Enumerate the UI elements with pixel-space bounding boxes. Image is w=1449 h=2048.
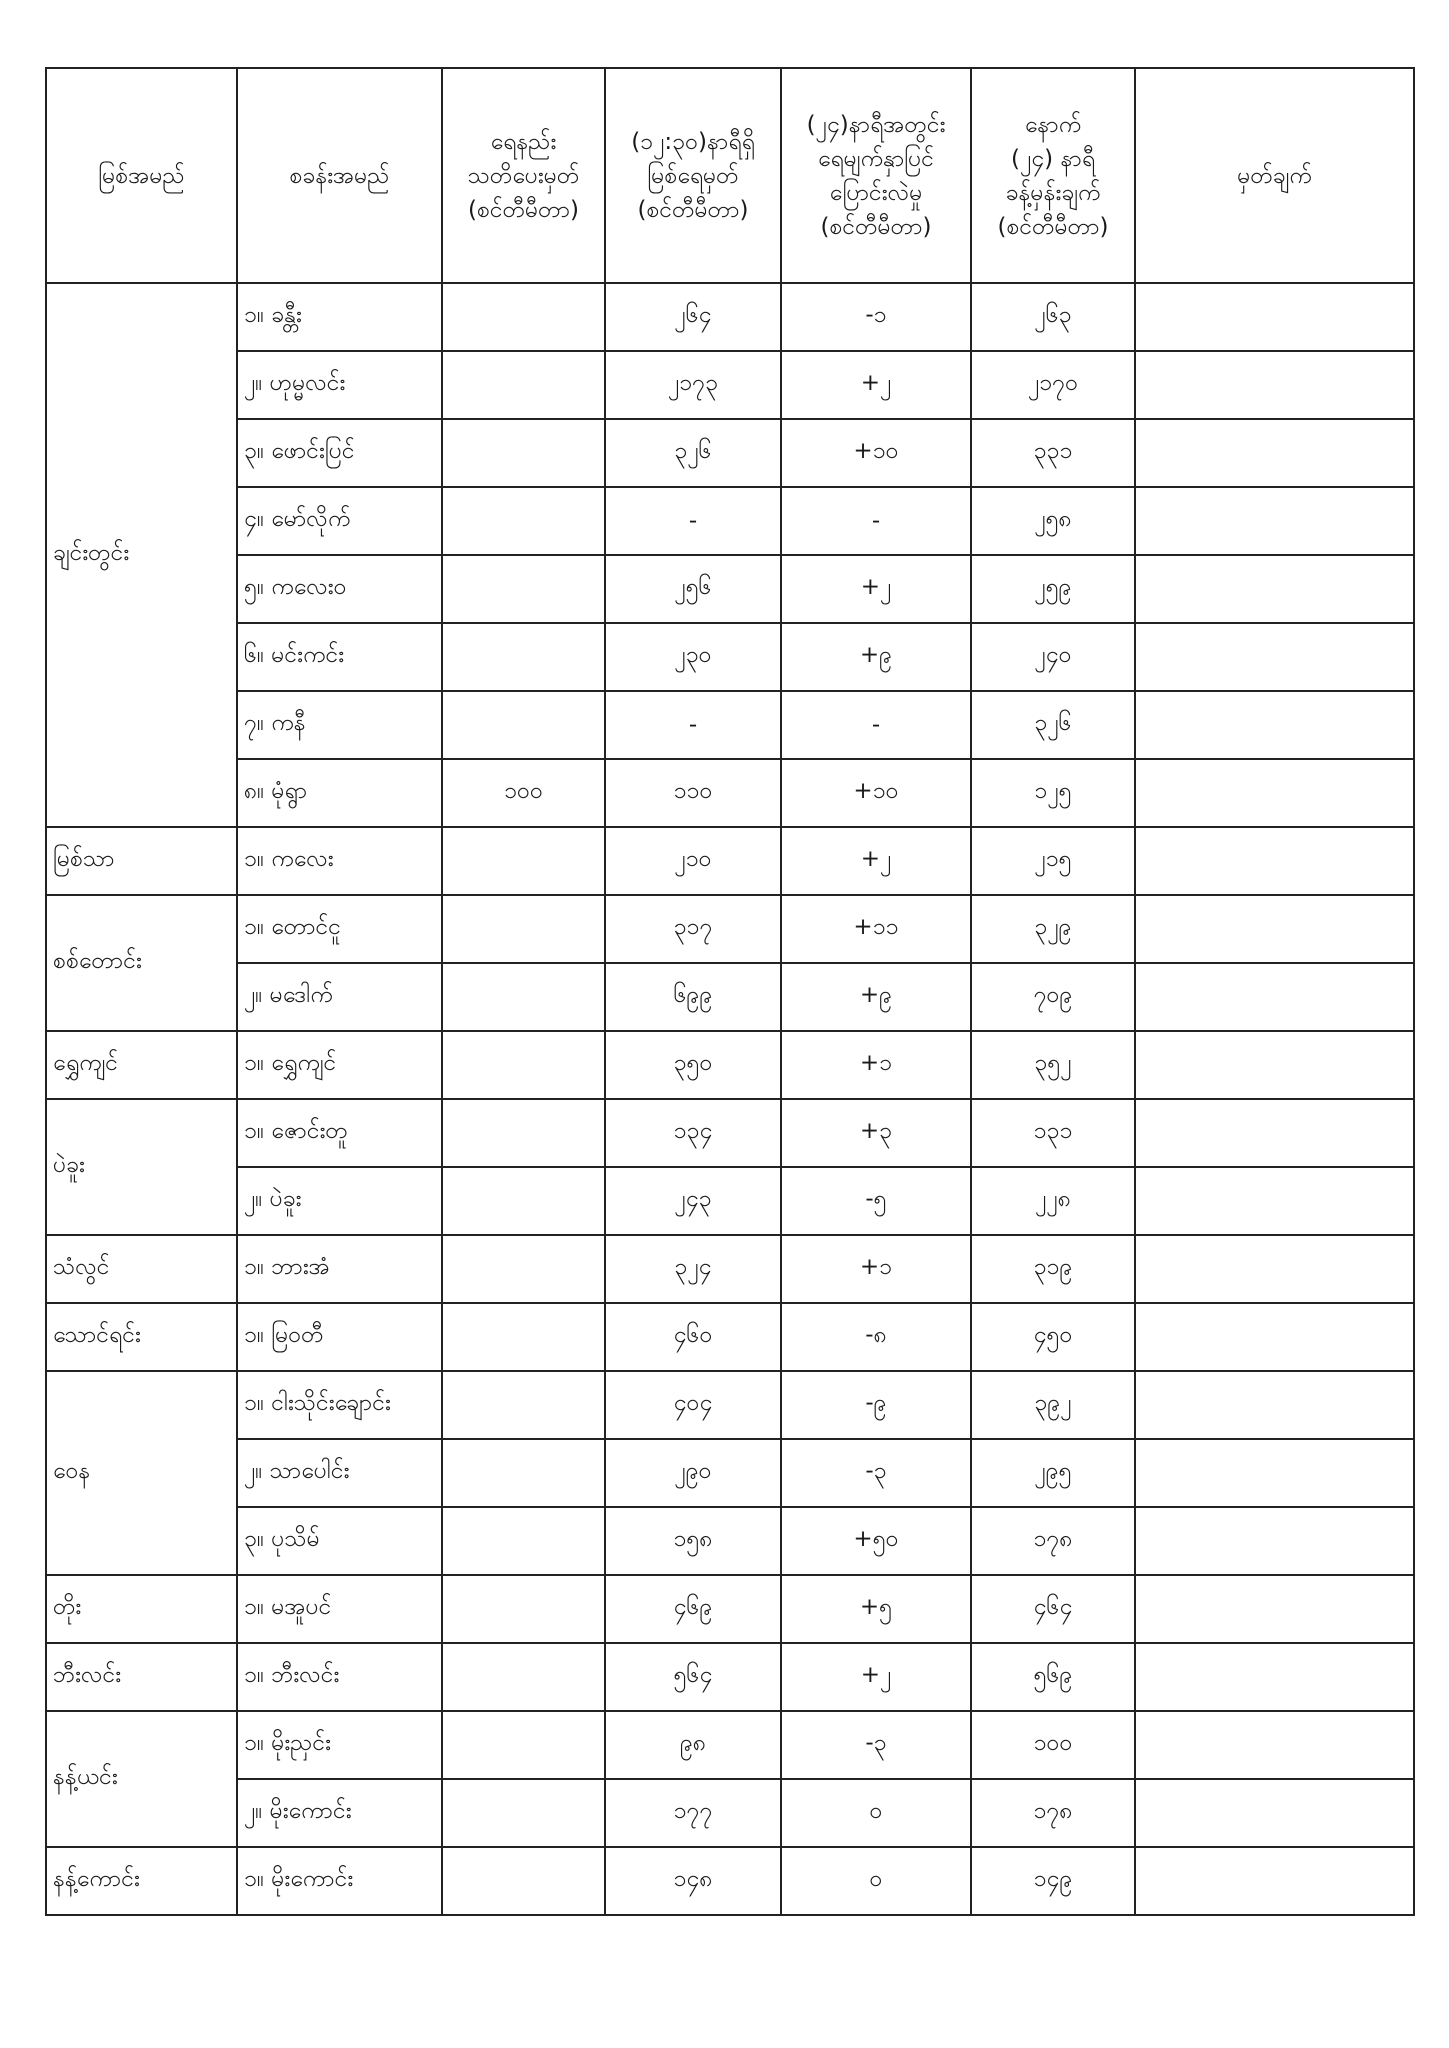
station-name-cell: ၁။ ကလေး bbox=[237, 827, 442, 895]
warning-level-cell bbox=[442, 351, 605, 419]
forecast-level-cell: ၂၂၈ bbox=[971, 1167, 1135, 1235]
remark-cell bbox=[1135, 1779, 1414, 1847]
level-change-cell: -၉ bbox=[781, 1371, 971, 1439]
level-change-cell: +၅ bbox=[781, 1575, 971, 1643]
station-name-cell: ၇။ ကနီ bbox=[237, 691, 442, 759]
current-level-cell: ၄၀၄ bbox=[605, 1371, 781, 1439]
table-row bbox=[46, 1847, 1414, 1915]
forecast-level-cell: ၃၅၂ bbox=[971, 1031, 1135, 1099]
current-level-cell: ၁၇၇ bbox=[605, 1779, 781, 1847]
warning-level-cell bbox=[442, 827, 605, 895]
table-row bbox=[46, 351, 1414, 419]
table-row bbox=[46, 827, 1414, 895]
header-24h-change: (၂၄)နာရီအတွင်း ရေမျက်နှာပြင် ပြောင်းလဲမှု (စင်တီမီတာ) bbox=[781, 68, 971, 283]
table-row bbox=[46, 1235, 1414, 1303]
remark-cell bbox=[1135, 895, 1414, 963]
table-row bbox=[46, 1711, 1414, 1779]
current-level-cell: ၃၂၄ bbox=[605, 1235, 781, 1303]
table-row bbox=[46, 555, 1414, 623]
table-row bbox=[46, 1031, 1414, 1099]
current-level-cell: ၂၁၇၃ bbox=[605, 351, 781, 419]
warning-level-cell bbox=[442, 1167, 605, 1235]
warning-level-cell bbox=[442, 895, 605, 963]
remark-cell bbox=[1135, 1303, 1414, 1371]
level-change-cell: -၅ bbox=[781, 1167, 971, 1235]
station-name-cell: ၃။ ပုသိမ် bbox=[237, 1507, 442, 1575]
station-name-cell: ၂။ ဟုမ္မလင်း bbox=[237, 351, 442, 419]
warning-level-cell bbox=[442, 487, 605, 555]
warning-level-cell bbox=[442, 1235, 605, 1303]
remark-cell bbox=[1135, 351, 1414, 419]
forecast-level-cell: ၁၄၉ bbox=[971, 1847, 1135, 1915]
table-row bbox=[46, 1779, 1414, 1847]
current-level-cell: ၉၈ bbox=[605, 1711, 781, 1779]
level-change-cell: +၁၁ bbox=[781, 895, 971, 963]
warning-level-cell bbox=[442, 1643, 605, 1711]
table-row bbox=[46, 623, 1414, 691]
warning-level-cell bbox=[442, 283, 605, 351]
forecast-level-cell: ၃၃၁ bbox=[971, 419, 1135, 487]
current-level-cell: ၂၆၄ bbox=[605, 283, 781, 351]
warning-level-cell bbox=[442, 1371, 605, 1439]
remark-cell bbox=[1135, 1711, 1414, 1779]
river-name-cell: ပဲခူး bbox=[46, 1099, 237, 1235]
river-name-cell: သောင်ရင်း bbox=[46, 1303, 237, 1371]
river-name-cell: ရွှေကျင် bbox=[46, 1031, 237, 1099]
table-row bbox=[46, 1099, 1414, 1167]
warning-level-cell bbox=[442, 1439, 605, 1507]
warning-level-cell bbox=[442, 963, 605, 1031]
forecast-level-cell: ၂၁၅ bbox=[971, 827, 1135, 895]
forecast-level-cell: ၂၉၅ bbox=[971, 1439, 1135, 1507]
current-level-cell: ၃၂၆ bbox=[605, 419, 781, 487]
station-name-cell: ၈။ မုံရွာ bbox=[237, 759, 442, 827]
level-change-cell: -၃ bbox=[781, 1711, 971, 1779]
current-level-cell: ၆၉၉ bbox=[605, 963, 781, 1031]
station-name-cell: ၁။ ဇောင်းတူ bbox=[237, 1099, 442, 1167]
table-row bbox=[46, 1371, 1414, 1439]
table-row bbox=[46, 1507, 1414, 1575]
current-level-cell: ၄၆၉ bbox=[605, 1575, 781, 1643]
current-level-cell: ၁၄၈ bbox=[605, 1847, 781, 1915]
forecast-level-cell: ၁၂၅ bbox=[971, 759, 1135, 827]
forecast-level-cell: ၂၅၉ bbox=[971, 555, 1135, 623]
remark-cell bbox=[1135, 691, 1414, 759]
level-change-cell: - bbox=[781, 691, 971, 759]
level-change-cell: +၁၀ bbox=[781, 759, 971, 827]
remark-cell bbox=[1135, 1439, 1414, 1507]
forecast-level-cell: ၂၆၃ bbox=[971, 283, 1135, 351]
table-row bbox=[46, 1303, 1414, 1371]
station-name-cell: ၁။ ခန္တီး bbox=[237, 283, 442, 351]
station-name-cell: ၃။ ဖောင်းပြင် bbox=[237, 419, 442, 487]
table-row bbox=[46, 759, 1414, 827]
forecast-level-cell: ၂၅၈ bbox=[971, 487, 1135, 555]
station-name-cell: ၂။ မဒေါက် bbox=[237, 963, 442, 1031]
forecast-level-cell: ၁၇၈ bbox=[971, 1779, 1135, 1847]
level-change-cell: +၂ bbox=[781, 1643, 971, 1711]
station-name-cell: ၁။ ရွှေကျင် bbox=[237, 1031, 442, 1099]
water-level-table bbox=[45, 67, 1415, 1916]
station-name-cell: ၁။ မအူပင် bbox=[237, 1575, 442, 1643]
current-level-cell: ၂၄၃ bbox=[605, 1167, 781, 1235]
table-row bbox=[46, 1439, 1414, 1507]
level-change-cell: ၀ bbox=[781, 1779, 971, 1847]
remark-cell bbox=[1135, 623, 1414, 691]
remark-cell bbox=[1135, 1235, 1414, 1303]
warning-level-cell bbox=[442, 1303, 605, 1371]
table-row bbox=[46, 1167, 1414, 1235]
level-change-cell: -၃ bbox=[781, 1439, 971, 1507]
river-name-cell: မြစ်သာ bbox=[46, 827, 237, 895]
level-change-cell: ၀ bbox=[781, 1847, 971, 1915]
station-name-cell: ၁။ တောင်ငူ bbox=[237, 895, 442, 963]
forecast-level-cell: ၃၁၉ bbox=[971, 1235, 1135, 1303]
remark-cell bbox=[1135, 555, 1414, 623]
table-row bbox=[46, 895, 1414, 963]
table-row bbox=[46, 1643, 1414, 1711]
station-name-cell: ၄။ မော်လိုက် bbox=[237, 487, 442, 555]
forecast-level-cell: ၃၂၆ bbox=[971, 691, 1135, 759]
current-level-cell: ၂၉၀ bbox=[605, 1439, 781, 1507]
level-change-cell: - bbox=[781, 487, 971, 555]
warning-level-cell bbox=[442, 1507, 605, 1575]
current-level-cell: ၁၁၀ bbox=[605, 759, 781, 827]
forecast-level-cell: ၁၇၈ bbox=[971, 1507, 1135, 1575]
level-change-cell: +၉ bbox=[781, 623, 971, 691]
current-level-cell: ၂၃၀ bbox=[605, 623, 781, 691]
forecast-level-cell: ၃၉၂ bbox=[971, 1371, 1135, 1439]
river-name-cell: နန့်ယင်း bbox=[46, 1711, 237, 1847]
forecast-level-cell: ၄၅၀ bbox=[971, 1303, 1135, 1371]
warning-level-cell bbox=[442, 1847, 605, 1915]
table-row bbox=[46, 963, 1414, 1031]
header-row bbox=[46, 68, 1414, 283]
forecast-level-cell: ၁၃၁ bbox=[971, 1099, 1135, 1167]
forecast-level-cell: ၁၀၀ bbox=[971, 1711, 1135, 1779]
remark-cell bbox=[1135, 1371, 1414, 1439]
river-name-cell: ဝေန bbox=[46, 1371, 237, 1575]
remark-cell bbox=[1135, 1099, 1414, 1167]
remark-cell bbox=[1135, 487, 1414, 555]
river-name-cell: တိုး bbox=[46, 1575, 237, 1643]
level-change-cell: +၅၀ bbox=[781, 1507, 971, 1575]
header-river: မြစ်အမည် bbox=[46, 68, 237, 283]
forecast-level-cell: ၂၄၀ bbox=[971, 623, 1135, 691]
warning-level-cell bbox=[442, 1575, 605, 1643]
forecast-level-cell: ၅၆၉ bbox=[971, 1643, 1135, 1711]
river-name-cell: နန့်ကောင်း bbox=[46, 1847, 237, 1915]
station-name-cell: ၁။ ဘားအံ bbox=[237, 1235, 442, 1303]
current-level-cell: ၅၆၄ bbox=[605, 1643, 781, 1711]
remark-cell bbox=[1135, 759, 1414, 827]
level-change-cell: -၁ bbox=[781, 283, 971, 351]
remark-cell bbox=[1135, 419, 1414, 487]
level-change-cell: +၂ bbox=[781, 827, 971, 895]
current-level-cell: ၂၅၆ bbox=[605, 555, 781, 623]
header-remark: မှတ်ချက် bbox=[1135, 68, 1414, 283]
current-level-cell: - bbox=[605, 487, 781, 555]
station-name-cell: ၁။ မိုးကောင်း bbox=[237, 1847, 442, 1915]
header-forecast: နောက် (၂၄) နာရီ ခန့်မှန်းချက် (စင်တီမီတာ) bbox=[971, 68, 1135, 283]
header-warning-level: ရေနည်း သတိပေးမှတ် (စင်တီမီတာ) bbox=[442, 68, 605, 283]
current-level-cell: - bbox=[605, 691, 781, 759]
remark-cell bbox=[1135, 1643, 1414, 1711]
warning-level-cell bbox=[442, 1711, 605, 1779]
warning-level-cell bbox=[442, 1099, 605, 1167]
remark-cell bbox=[1135, 1847, 1414, 1915]
level-change-cell: +၁၀ bbox=[781, 419, 971, 487]
remark-cell bbox=[1135, 827, 1414, 895]
forecast-level-cell: ၃၂၉ bbox=[971, 895, 1135, 963]
warning-level-cell bbox=[442, 419, 605, 487]
warning-level-cell bbox=[442, 1031, 605, 1099]
remark-cell bbox=[1135, 1031, 1414, 1099]
current-level-cell: ၁၃၄ bbox=[605, 1099, 781, 1167]
station-name-cell: ၁။ မြဝတီ bbox=[237, 1303, 442, 1371]
current-level-cell: ၃၅၀ bbox=[605, 1031, 781, 1099]
forecast-level-cell: ၄၆၄ bbox=[971, 1575, 1135, 1643]
remark-cell bbox=[1135, 283, 1414, 351]
current-level-cell: ၃၁၇ bbox=[605, 895, 781, 963]
table-row bbox=[46, 487, 1414, 555]
level-change-cell: +၃ bbox=[781, 1099, 971, 1167]
table-body bbox=[46, 283, 1414, 1915]
table-row bbox=[46, 419, 1414, 487]
station-name-cell: ၁။ ငါးသိုင်းချောင်း bbox=[237, 1371, 442, 1439]
level-change-cell: -၈ bbox=[781, 1303, 971, 1371]
forecast-level-cell: ၇၀၉ bbox=[971, 963, 1135, 1031]
table-row bbox=[46, 1575, 1414, 1643]
remark-cell bbox=[1135, 1575, 1414, 1643]
river-name-cell: သံလွင် bbox=[46, 1235, 237, 1303]
station-name-cell: ၆။ မင်းကင်း bbox=[237, 623, 442, 691]
current-level-cell: ၂၁၀ bbox=[605, 827, 781, 895]
header-station: စခန်းအမည် bbox=[237, 68, 442, 283]
current-level-cell: ၁၅၈ bbox=[605, 1507, 781, 1575]
station-name-cell: ၁။ မိုးညှင်း bbox=[237, 1711, 442, 1779]
river-name-cell: ချင်းတွင်း bbox=[46, 283, 237, 827]
level-change-cell: +၁ bbox=[781, 1031, 971, 1099]
warning-level-cell: ၁၀၀ bbox=[442, 759, 605, 827]
table-row bbox=[46, 691, 1414, 759]
level-change-cell: +၉ bbox=[781, 963, 971, 1031]
station-name-cell: ၁။ ဘီးလင်း bbox=[237, 1643, 442, 1711]
current-level-cell: ၄၆၀ bbox=[605, 1303, 781, 1371]
level-change-cell: +၂ bbox=[781, 555, 971, 623]
remark-cell bbox=[1135, 963, 1414, 1031]
station-name-cell: ၂။ မိုးကောင်း bbox=[237, 1779, 442, 1847]
station-name-cell: ၂။ ပဲခူး bbox=[237, 1167, 442, 1235]
warning-level-cell bbox=[442, 555, 605, 623]
river-name-cell: ဘီးလင်း bbox=[46, 1643, 237, 1711]
level-change-cell: +၁ bbox=[781, 1235, 971, 1303]
header-current-level: (၁၂:၃၀)နာရီရှိ မြစ်ရေမှတ် (စင်တီမီတာ) bbox=[605, 68, 781, 283]
river-name-cell: စစ်တောင်း bbox=[46, 895, 237, 1031]
forecast-level-cell: ၂၁၇၀ bbox=[971, 351, 1135, 419]
warning-level-cell bbox=[442, 691, 605, 759]
table-row bbox=[46, 283, 1414, 351]
station-name-cell: ၅။ ကလေးဝ bbox=[237, 555, 442, 623]
station-name-cell: ၂။ သာပေါင်း bbox=[237, 1439, 442, 1507]
remark-cell bbox=[1135, 1167, 1414, 1235]
level-change-cell: +၂ bbox=[781, 351, 971, 419]
warning-level-cell bbox=[442, 623, 605, 691]
warning-level-cell bbox=[442, 1779, 605, 1847]
remark-cell bbox=[1135, 1507, 1414, 1575]
